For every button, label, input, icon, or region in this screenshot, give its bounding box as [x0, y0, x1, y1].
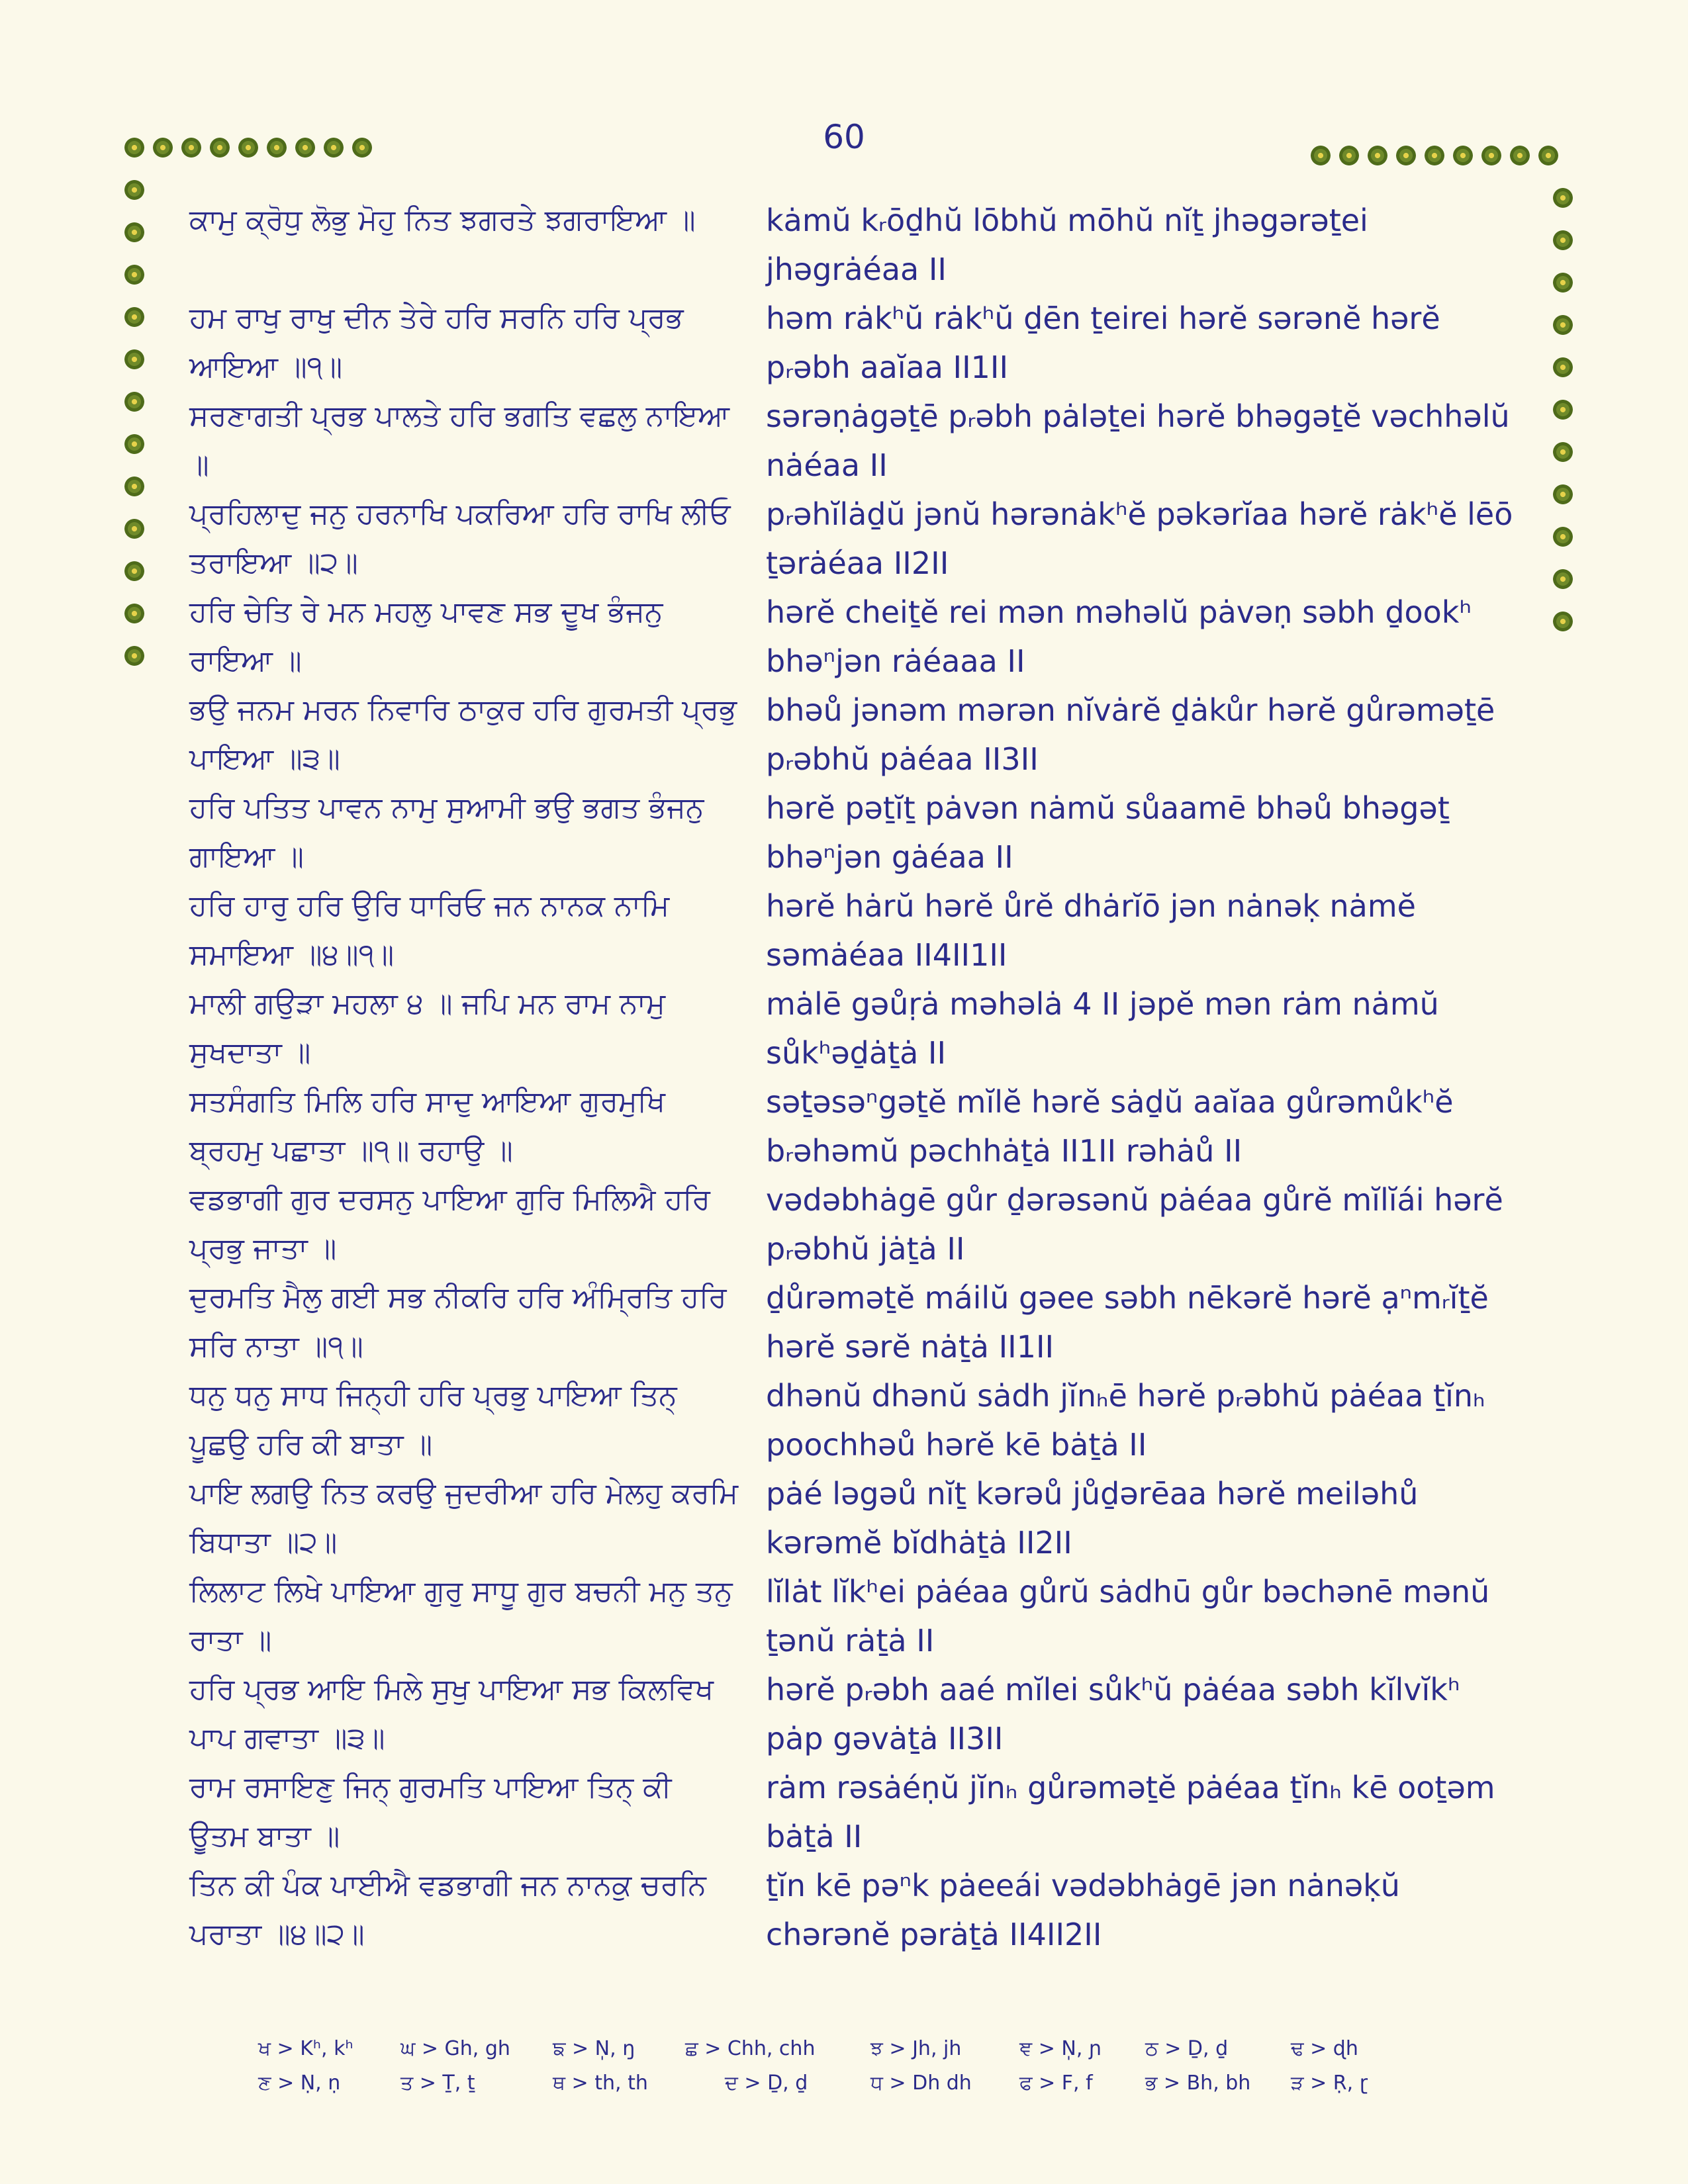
flower-ornament-icon [1425, 146, 1444, 165]
gurmukhi-line: ਤਿਨ ਕੀ ਪੰਕ ਪਾਈਐ ਵਡਭਾਗੀ ਜਨ ਨਾਨਕੁ ਚਰਨਿ ਪਰਾਤਾ ॥੪॥੨॥ [189, 1868, 716, 1951]
verse-row [0, 1665, 1688, 1763]
flower-ornament-icon [1510, 146, 1530, 165]
verse-row [0, 392, 1688, 490]
legend-item: ੜ > Ṛ, ɽ [1291, 2071, 1368, 2095]
flower-ornament-icon [238, 138, 258, 158]
flower-ornament-icon [295, 138, 315, 158]
transliteration-line: ḏůrəməṯĕ máilŭ gəee səbh nēkərĕ hərĕ ạⁿmᵣĭṯĕ hərĕ sərĕ nȧṯȧ II1II [766, 1280, 1499, 1365]
legend-item: ਘ > Gh, gh [400, 2037, 510, 2060]
gurmukhi-line: ਹਰਿ ਪਤਿਤ ਪਾਵਨ ਨਾਮੁ ਸੁਆਮੀ ਭਉ ਭਗਤ ਭੰਜਨੁ ਗਾਇਆ ॥ [189, 791, 714, 874]
flower-ornament-icon [1453, 146, 1473, 165]
gurmukhi-line: ਪਾਇ ਲਗਉ ਨਿਤ ਕਰਉ ਜੁਦਰੀਆ ਹਰਿ ਮੇਲਹੁ ਕਰਮਿ ਬਿਧਾਤਾ ॥੨॥ [189, 1477, 748, 1559]
verse-row [0, 1861, 1688, 1959]
legend-item: ਤ > Ṯ, ṯ [400, 2071, 475, 2095]
gurmukhi-line: ਭਉ ਜਨਮ ਮਰਨ ਨਿਵਾਰਿ ਠਾਕੁਰ ਹਰਿ ਗੁਰਮਤੀ ਪ੍ਰਭੁ ਪਾਇਆ ॥੩॥ [189, 693, 746, 776]
gurmukhi-line: ਮਾਲੀ ਗਉੜਾ ਮਹਲਾ ੪ ॥ ਜਪਿ ਮਨ ਰਾਮ ਨਾਮੁ ਸੁਖਦਾਤਾ ॥ [189, 987, 675, 1069]
legend-row [258, 2037, 1450, 2070]
legend-item: ਞ > N̩, ɲ [1019, 2037, 1102, 2060]
legend-item: ਥ > th, th [553, 2071, 648, 2095]
flower-ornament-icon [153, 138, 173, 158]
verse-row [0, 588, 1688, 686]
gurmukhi-line: ਹਰਿ ਹਾਰੁ ਹਰਿ ਉਰਿ ਧਾਰਿਓ ਜਨ ਨਾਨਕ ਨਾਮਿ ਸਮਾਇਆ ॥੪॥੧॥ [189, 889, 679, 972]
transliteration-line: hərĕ pəṯĭṯ pȧvən nȧmŭ sůaamē bhəů bhəgəṯ bhəⁿjən gȧéaa II [766, 790, 1460, 875]
flower-ornament-icon [1481, 146, 1501, 165]
legend-item: ਠ > Ḏ, ḏ [1145, 2037, 1229, 2060]
legend-item: ਦ > Ḏ, ḏ [725, 2071, 808, 2095]
legend-item: ਧ > Dh dh [870, 2071, 972, 2095]
transliteration-line: səṯəsəⁿgəṯĕ mĭlĕ hərĕ sȧḏŭ aaĭaa gůrəmůkʰĕ bᵣəhəmŭ pəchhȧṯȧ II1II rəhȧů II [766, 1084, 1464, 1169]
transliteration-line: rȧm rəsȧéṇŭ jĭnₕ gůrəməṯĕ pȧéaa ṯĭnₕ kē ooṯəm bȧṯȧ II [766, 1770, 1505, 1854]
page-number: 60 [823, 118, 865, 156]
gurmukhi-line: ਸਰਣਾਗਤੀ ਪ੍ਰਭ ਪਾਲਤੇ ਹਰਿ ਭਗਤਿ ਵਛਲੁ ਨਾਇਆ ॥ [189, 399, 739, 482]
legend-row [258, 2071, 1450, 2105]
verse-row [0, 686, 1688, 784]
flower-ornament-icon [1339, 146, 1359, 165]
flower-ornament-icon [1368, 146, 1387, 165]
legend-item: ਢ > ɖh [1291, 2037, 1358, 2060]
transliteration-line: hərĕ pᵣəbh aaé mĭlei sůkʰŭ pȧéaa səbh kĭlvĭkʰ pȧp gəvȧṯȧ II3II [766, 1672, 1470, 1756]
transliteration-line: ṯĭn kē pəⁿk pȧeeái vədəbhȧgē jən nȧnəḳŭ chərənĕ pərȧṯȧ II4II2II [766, 1868, 1410, 1952]
flower-ornament-icon [1538, 146, 1558, 165]
transliteration-line: bhəů jənəm mərən nĭvȧrĕ ḏȧkůr hərĕ gůrəməṯē pᵣəbhŭ pȧéaa II3II [766, 692, 1505, 777]
legend-item: ਛ > Chh, chh [685, 2037, 816, 2060]
verse-row [0, 1469, 1688, 1567]
legend-item: ਭ > Bh, bh [1145, 2071, 1251, 2095]
legend-item: ਫ > F, f [1019, 2071, 1093, 2095]
verse-row [0, 882, 1688, 979]
verse-row [0, 490, 1688, 588]
verse-row [0, 784, 1688, 882]
flower-ornament-icon [124, 138, 144, 158]
flower-ornament-icon [210, 138, 230, 158]
gurmukhi-line: ਕਾਮੁ ਕ੍ਰੋਧੁ ਲੋਭੁ ਮੋਹੁ ਨਿਤ ਝਗਰਤੇ ਝਗਰਾਇਆ ॥ [189, 203, 696, 237]
flower-ornament-icon [1396, 146, 1416, 165]
transliteration-line: pᵣəhĭlȧḏŭ jənŭ hərənȧkʰĕ pəkərĭaa hərĕ rȧkʰĕ lēō ṯərȧéaa II2II [766, 496, 1523, 581]
transliteration-line: vədəbhȧgē gůr ḏərəsənŭ pȧéaa gůrĕ mĭlĭái hərĕ pᵣəbhŭ jȧṯȧ II [766, 1182, 1513, 1267]
transliteration-line: dhənŭ dhənŭ sȧdh jĭnₕē hərĕ pᵣəbhŭ pȧéaa ṯĭnₕ poochhəů hərĕ kē bȧṯȧ II [766, 1378, 1495, 1463]
gurmukhi-line: ਹਮ ਰਾਖੁ ਰਾਖੁ ਦੀਨ ਤੇਰੇ ਹਰਿ ਸਰਨਿ ਹਰਿ ਪ੍ਰਭ ਆਇਆ ॥੧॥ [189, 301, 693, 384]
transliteration-line: hərĕ hȧrŭ hərĕ ůrĕ dhȧrĭō jən nȧnəḳ nȧmĕ səmȧéaa II4II1II [766, 888, 1426, 973]
verse-row [0, 1175, 1688, 1273]
gurmukhi-line: ਲਿਲਾਟ ਲਿਖੇ ਪਾਇਆ ਗੁਰੁ ਸਾਧੂ ਗੁਰ ਬਚਨੀ ਮਨੁ ਤਨੁ ਰਾਤਾ ॥ [189, 1574, 742, 1657]
flower-ornament-icon [1311, 146, 1331, 165]
legend-item: ਣ > Ṇ, ṇ [258, 2071, 341, 2095]
flower-ornament-icon [324, 138, 344, 158]
gurmukhi-line: ਹਰਿ ਪ੍ਰਭ ਆਇ ਮਿਲੇ ਸੁਖੁ ਪਾਇਆ ਸਭ ਕਿਲਵਿਖ ਪਾਪ ਗਵਾਤਾ ॥੩॥ [189, 1672, 724, 1755]
verse-row [0, 294, 1688, 392]
transliteration-line: həm rȧkʰŭ rȧkʰŭ ḏēn ṯeirei hərĕ sərənĕ hərĕ pᵣəbh aaĭaa II1II [766, 300, 1450, 385]
verse-row [0, 979, 1688, 1077]
gurmukhi-line: ਪ੍ਰਹਿਲਾਦੁ ਜਨੁ ਹਰਨਾਖਿ ਪਕਰਿਆ ਹਰਿ ਰਾਖਿ ਲੀਓ ਤਰਾਇਆ ॥੨॥ [189, 497, 740, 580]
flower-ornament-icon [267, 138, 287, 158]
verse-row [0, 1077, 1688, 1175]
transliteration-line: hərĕ cheiṯĕ rei mən məhəlŭ pȧvəṇ səbh ḏookʰ bhəⁿjən rȧéaaa II [766, 594, 1481, 679]
transliteration-line: mȧlē gəůṛȧ məhəlȧ 4 II jəpĕ mən rȧm nȧmŭ sůkʰəḏȧṯȧ II [766, 986, 1449, 1071]
transliteration-line: pȧé ləgəů nĭṯ kərəů jůḏərēaa hərĕ meiləhů kərəmĕ bĭdhȧṯȧ II2II [766, 1476, 1429, 1561]
flower-ornament-icon [352, 138, 372, 158]
verse-row [0, 1371, 1688, 1469]
transliteration-line: lĭlȧt lĭkʰei pȧéaa gůrŭ sȧdhū gůr bəchənē mənŭ ṯənŭ rȧṯȧ II [766, 1574, 1499, 1659]
transliteration-line: kȧmŭ kᵣōḏhŭ lōbhŭ mōhŭ nĭṯ jhəgərəṯei jhəgrȧéaa II [766, 203, 1378, 287]
verse-row [0, 196, 1688, 294]
transliteration-line: sərəṇȧgəṯē pᵣəbh pȧləṯei hərĕ bhəgəṯĕ vəchhəlŭ nȧéaa II [766, 398, 1520, 483]
gurmukhi-line: ਰਾਮ ਰਸਾਇਣੁ ਜਿਨ੍ ਗੁਰਮਤਿ ਪਾਇਆ ਤਿਨ੍ ਕੀ ਊਤਮ ਬਾਤਾ ॥ [189, 1770, 681, 1853]
verse-row [0, 1273, 1688, 1371]
gurmukhi-line: ਧਨੁ ਧਨੁ ਸਾਧ ਜਿਨ੍ਹੀ ਹਰਿ ਪ੍ਰਭੁ ਪਾਇਆ ਤਿਨ੍ ਪੂਛਉ ਹਰਿ ਕੀ ਬਾਤਾ ॥ [189, 1379, 686, 1461]
legend-item: ਙ > N̩, ŋ [553, 2037, 635, 2060]
flower-ornament-icon [181, 138, 201, 158]
legend-item: ਖ > Kʰ, kʰ [258, 2037, 353, 2060]
legend-item: ਝ > Jh, jh [870, 2037, 962, 2060]
gurmukhi-line: ਸਤਸੰਗਤਿ ਮਿਲਿ ਹਰਿ ਸਾਦੁ ਆਇਆ ਗੁਰਮੁਖਿ ਬ੍ਰਹਮੁ ਪਛਾਤਾ ॥੧॥ ਰਹਾਉ ॥ [189, 1085, 675, 1167]
gurmukhi-line: ਦੁਰਮਤਿ ਮੈਲੁ ਗਈ ਸਭ ਨੀਕਰਿ ਹਰਿ ਅੰਮ੍ਰਿਤਿ ਹਰਿ ਸਰਿ ਨਾਤਾ ॥੧॥ [189, 1281, 736, 1363]
gurmukhi-line: ਵਡਭਾਗੀ ਗੁਰ ਦਰਸਨੁ ਪਾਇਆ ਗੁਰਿ ਮਿਲਿਐ ਹਰਿ ਪ੍ਰਭੁ ਜਾਤਾ ॥ [189, 1183, 720, 1265]
gurmukhi-line: ਹਰਿ ਚੇਤਿ ਰੇ ਮਨ ਮਹਲੁ ਪਾਵਣ ਸਭ ਦੂਖ ਭੰਜਨੁ ਰਾਇਆ ॥ [189, 595, 673, 678]
verse-row [0, 1567, 1688, 1665]
verse-row [0, 1763, 1688, 1861]
